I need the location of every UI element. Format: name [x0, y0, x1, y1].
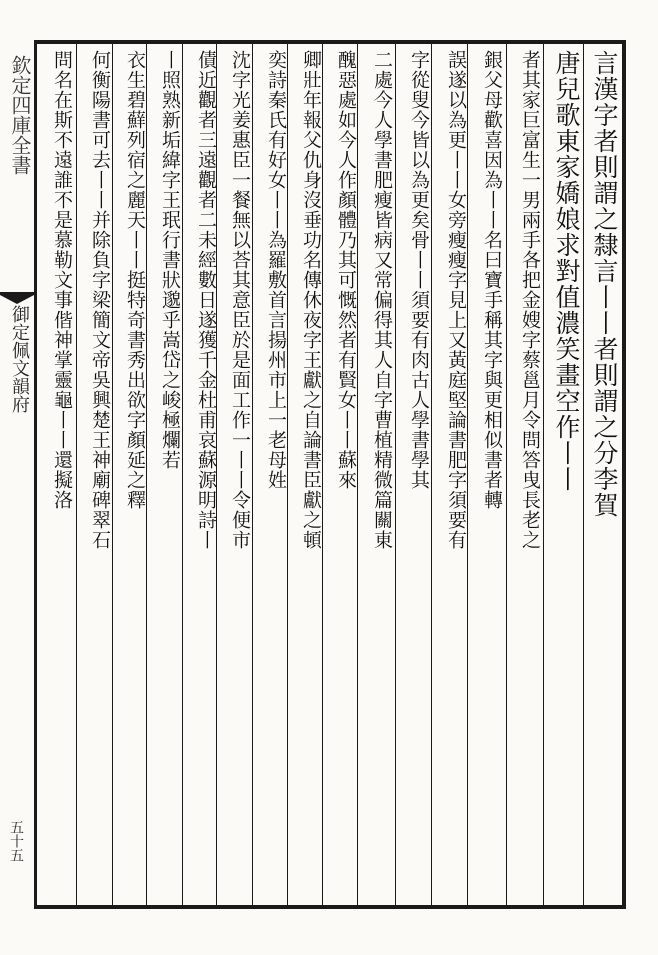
text-column-5: 誤遂以為更丨丨女旁瘦瘦字見上又黃庭堅論書肥字須要有 — [445, 50, 467, 550]
gutter-label: 欽定四庫全書 — [8, 55, 32, 175]
book-title: 御定佩文韻府 — [9, 305, 30, 413]
text-column-3: 者其家巨富生一男兩手各把金嫂字蔡邕月令問答曳長老之 — [519, 50, 541, 550]
text-column-4: 銀父母歡喜因為丨丨名曰寶手稱其字與更相似書者轉 — [481, 50, 503, 510]
text-column-7: 二處今人學書肥瘦皆病又常偏得其人自字曹植精微篇關東 — [371, 50, 393, 550]
text-column-1: 言漢字者則謂之隸言丨丨者則謂之分李賀 — [590, 50, 619, 518]
text-column-8: 醜惡處如今人作顏體乃其可慨然者有賢女丨丨蘇來 — [335, 50, 357, 490]
fishtail-mark — [0, 292, 34, 304]
text-column-11: 沈字光姜惠臣一餐無以荅其意臣於是面工作一丨丨令便市 — [229, 50, 251, 550]
folio-number: 五十五 — [8, 820, 24, 862]
text-column-13: 丨照熟新垢緯字王珉行書狀邈乎嵩岱之峻極爛若 — [159, 50, 181, 470]
text-column-9: 卿壯年報父仇身沒垂功名傳休夜字王獻之自論書臣獻之頓 — [300, 50, 322, 550]
text-column-10: 奕詩秦氏有好女丨丨為羅敷首言揚州市上一老母姓 — [265, 50, 287, 490]
text-column-6: 字從叟今皆以為更矣骨丨丨須要有肉古人學書學其 — [408, 50, 430, 490]
text-column-14: 衣生碧蘚列宿之麗天丨丨挺特奇書秀出欲字顏延之釋 — [124, 50, 146, 510]
right-border — [622, 40, 626, 909]
bottom-border — [34, 905, 626, 909]
text-column-2: 唐兒歌東家嬌娘求對值濃笑畫空作丨丨 — [552, 50, 581, 492]
top-border — [34, 40, 626, 44]
text-column-12: 債近觀者三遠觀者二未經數日遂獲千金杜甫哀蘇源明詩丨 — [195, 50, 217, 550]
text-column-15: 何衡陽書可去丨丨并除負字梁簡文帝吳興楚王神廟碑翠石 — [89, 50, 111, 550]
text-column-16: 問名在斯不遠誰不是慕勒文事偕神掌靈龜丨丨還擬洛 — [51, 50, 73, 510]
